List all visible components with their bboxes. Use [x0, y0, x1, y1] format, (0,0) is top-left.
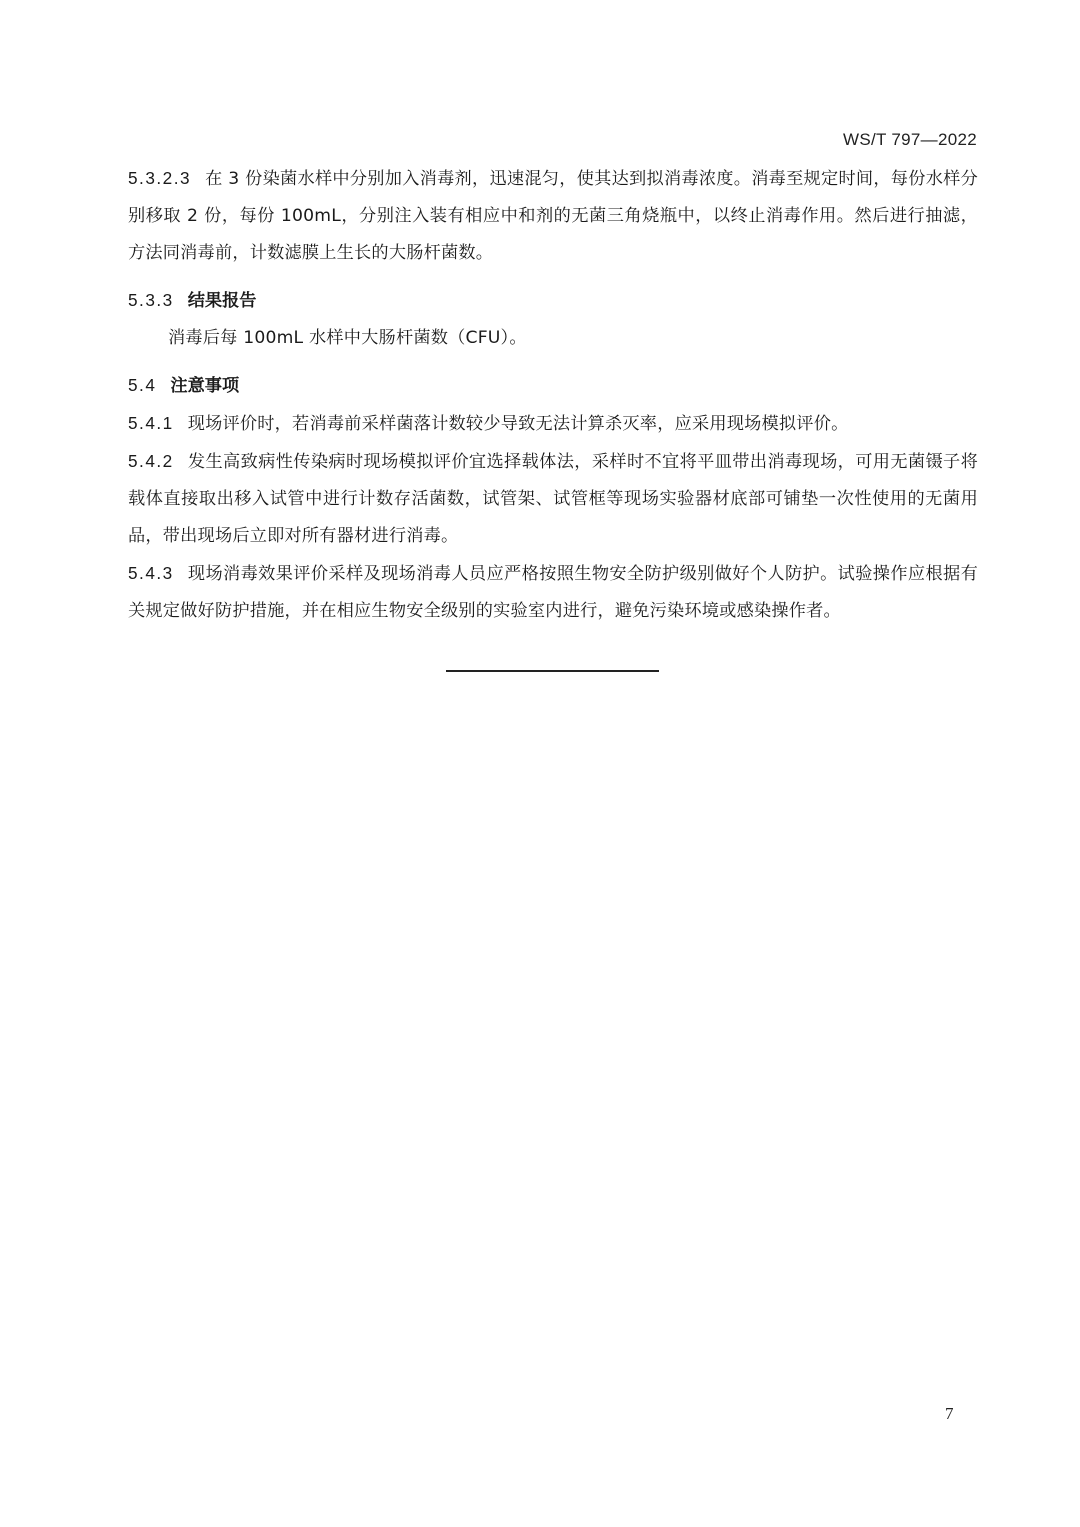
clause-number: 5.4.3 — [128, 563, 174, 583]
clause-5-4-heading — [128, 367, 978, 405]
clause-text: 现场评价时，若消毒前采样菌落计数较少导致无法计算杀灭率，应采用现场模拟评价。 — [187, 414, 849, 434]
clause-number: 5.4.2 — [128, 451, 174, 471]
clause-5-4-1 — [128, 405, 978, 443]
clause-title: 注意事项 — [170, 376, 240, 396]
clause-text: 在 3 份染菌水样中分别加入消毒剂，迅速混匀，使其达到拟消毒浓度。消毒至规定时间，每份水样分别移取 2 份，每份 100mL，分别注入装有相应中和剂的无菌三角烧瓶中，以终止消毒作用。然后进行抽滤，方法同消毒前，计数滤膜上生长的大肠杆菌数。 — [128, 169, 978, 263]
clause-number: 5.3.3 — [128, 290, 174, 310]
clause-text: 发生高致病性传染病时现场模拟评价宜选择载体法，采样时不宜将平皿带出消毒现场，可用无菌镊子将载体直接取出移入试管中进行计数存活菌数，试管架、试管框等现场实验器材底部可铺垫一次性使用的无菌用品，带出现场后立即对所有器材进行消毒。 — [128, 452, 978, 546]
document-code: WS/T 797—2022 — [843, 130, 977, 149]
clause-5-4-2 — [128, 443, 978, 555]
clause-number: 5.4.1 — [128, 413, 174, 433]
end-of-document-rule — [446, 670, 659, 672]
clause-title: 结果报告 — [187, 291, 257, 311]
document-body — [128, 160, 978, 630]
clause-5-3-3-text: 消毒后每 100mL 水样中大肠杆菌数（CFU）。 — [168, 328, 527, 348]
clause-5-3-2-3 — [128, 160, 978, 272]
clause-number: 5.3.2.3 — [128, 168, 192, 188]
clause-number: 5.4 — [128, 375, 157, 395]
page-number: 7 — [945, 1404, 954, 1423]
clause-5-4-3 — [128, 555, 978, 630]
clause-5-3-3-heading — [128, 282, 978, 320]
clause-text: 现场消毒效果评价采样及现场消毒人员应严格按照生物安全防护级别做好个人防护。试验操作应根据有关规定做好防护措施，并在相应生物安全级别的实验室内进行，避免污染环境或感染操作者。 — [128, 564, 978, 621]
